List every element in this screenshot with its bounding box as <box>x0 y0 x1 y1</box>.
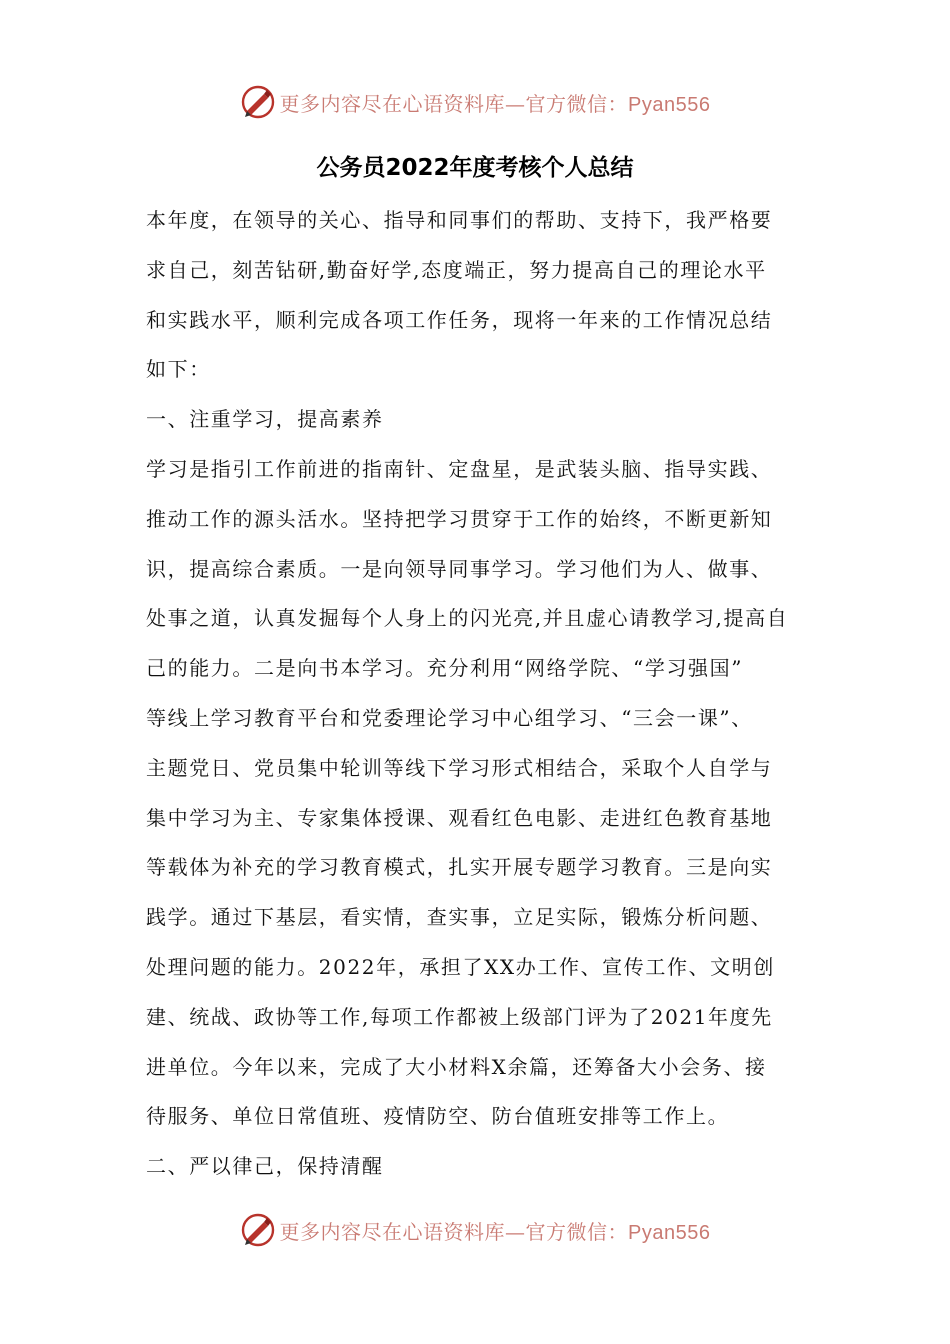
text-line: 求自己，刻苦钻研,勤奋好学,态度端正，努力提高自己的理论水平 <box>146 257 767 282</box>
text-line: 己的能力。二是向书本学习。充分利用“网络学院、“学习强国” <box>146 656 744 681</box>
text-line: 学习是指引工作前进的指南针、定盘星，是武装头脑、指导实践、 <box>146 456 773 481</box>
text-line: 如下： <box>146 357 211 382</box>
text-line: 待服务、单位日常值班、疫情防空、防台值班安排等工作上。 <box>146 1104 730 1129</box>
section-heading-2: 二、严以律己，保持清醒 <box>146 1154 384 1179</box>
text-line: 进单位。今年以来，完成了大小材料X余篇，还筹备大小会务、接 <box>146 1054 767 1079</box>
document-body <box>146 196 814 1192</box>
text-line: 践学。通过下基层，看实情，查实事，立足实际，锻炼分析问题、 <box>146 905 773 930</box>
pen-logo-icon <box>240 84 276 120</box>
page-title: 公务员2022年度考核个人总结 <box>316 155 634 181</box>
watermark-banner-top <box>0 80 950 124</box>
text-line: 识，提高综合素质。一是向领导同事学习。学习他们为人、做事、 <box>146 556 773 581</box>
text-line: 建、统战、政协等工作,每项工作都被上级部门评为了2021年度先 <box>146 1004 773 1029</box>
text-line: 推动工作的源头活水。坚持把学习贯穿于工作的始终，不断更新知 <box>146 506 773 531</box>
pen-logo-icon <box>240 1212 276 1248</box>
watermark-wechat-id: Pyan556 <box>628 93 711 116</box>
text-line: 处事之道，认真发掘每个人身上的闪光亮,并且虚心请教学习,提高自 <box>146 606 789 631</box>
text-line: 主题党日、党员集中轮训等线下学习形式相结合，采取个人自学与 <box>146 755 773 780</box>
watermark-banner-bottom <box>0 1208 950 1252</box>
text-line: 等线上学习教育平台和党委理论学习中心组学习、“三会一课”、 <box>146 705 753 730</box>
watermark-text <box>280 1216 711 1245</box>
watermark-wechat-id: Pyan556 <box>628 1221 711 1244</box>
text-line: 处理问题的能力。2022年，承担了XX办工作、宣传工作、文明创 <box>146 954 775 979</box>
watermark-text <box>280 88 711 117</box>
text-line: 等载体为补充的学习教育模式，扎实开展专题学习教育。三是向实 <box>146 855 773 880</box>
text-line: 和实践水平，顺利完成各项工作任务，现将一年来的工作情况总结 <box>146 307 773 332</box>
text-line: 本年度，在领导的关心、指导和同事们的帮助、支持下，我严格要 <box>146 208 773 232</box>
section-heading-1: 一、注重学习，提高素养 <box>146 407 384 432</box>
watermark-label: 更多内容尽在心语资料库—官方微信： <box>279 91 629 116</box>
watermark-label: 更多内容尽在心语资料库—官方微信： <box>279 1219 629 1244</box>
text-line: 集中学习为主、专家集体授课、观看红色电影、走进红色教育基地 <box>146 805 773 830</box>
